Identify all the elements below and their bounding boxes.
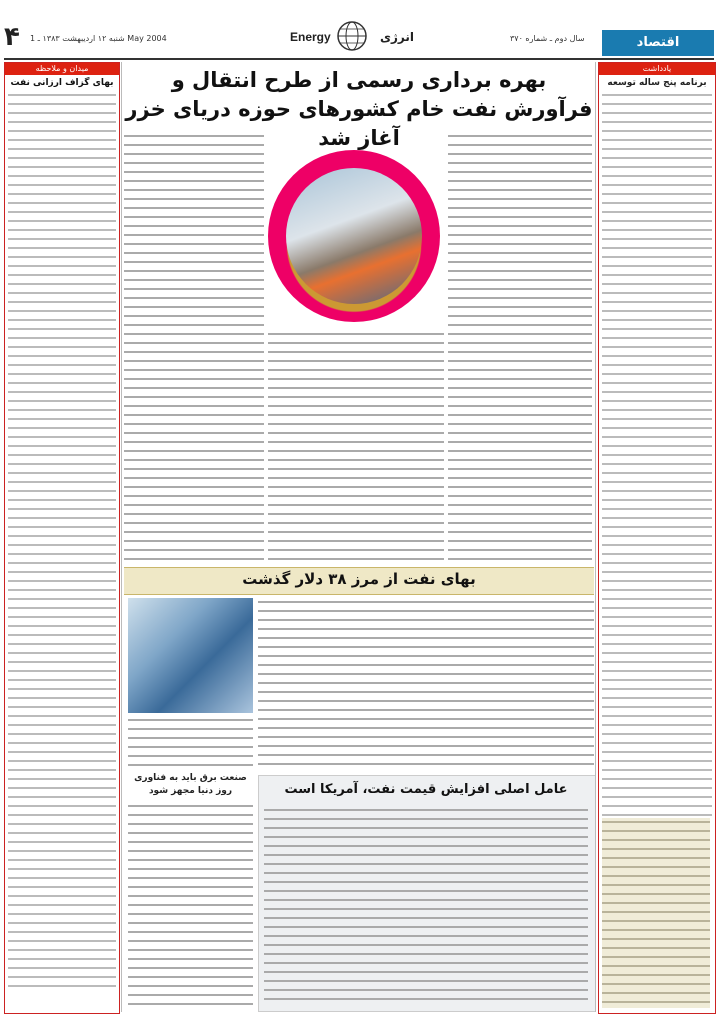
column-rule-left — [121, 62, 122, 1012]
main-article-body-right — [448, 132, 592, 562]
side-article-headline: صنعت برق باید به فناوری روز دنیا مجهز شود — [134, 773, 247, 796]
column-rule-right — [595, 62, 596, 1012]
bottom-article-body — [264, 806, 588, 1004]
left-sidebar-body — [8, 91, 116, 991]
right-sidebar-body — [602, 91, 712, 821]
right-sidebar-tag: یادداشت — [599, 63, 715, 75]
side-article-body — [128, 802, 253, 1010]
main-article-body-center — [268, 330, 444, 562]
globe-icon — [336, 20, 368, 52]
bottom-article-headline: عامل اصلی افزایش قیمت نفت، آمریکا است — [284, 782, 568, 797]
worker-photo — [286, 168, 422, 304]
oil-globe-photo — [128, 598, 253, 713]
right-sidebar-title: برنامه پنج ساله توسعه — [607, 78, 707, 88]
left-sidebar-tag: میدان و ملاحظه — [5, 63, 119, 75]
main-article-body-left — [124, 132, 264, 562]
oil-price-headline: بهای نفت از مرز ۳۸ دلار گذشت — [242, 570, 476, 588]
issue-line: سال دوم ـ شماره ۳۷۰ — [510, 34, 585, 43]
header-rule — [4, 58, 714, 60]
right-sidebar-box — [602, 818, 710, 1008]
photo-caption — [128, 716, 253, 766]
left-sidebar — [4, 62, 120, 1014]
page-number: ۴ — [4, 22, 20, 52]
left-sidebar-title: بهای گزاف ارزانی نفت — [10, 78, 114, 88]
oil-price-article-body — [258, 598, 594, 770]
section-title-en: Energy — [290, 30, 331, 44]
newspaper-logo: اقتصاد — [602, 30, 714, 56]
date-line: شنبه ۱۲ اردیبهشت ۱۳۸۳ ـ 1 May 2004 — [30, 34, 167, 43]
main-headline: بهره برداری رسمی از طرح انتقال و فرآورش نفت خام کشورهای حوزه دریای خزر آغاز شد — [125, 68, 593, 150]
section-title-fa: انرژی — [380, 30, 414, 44]
